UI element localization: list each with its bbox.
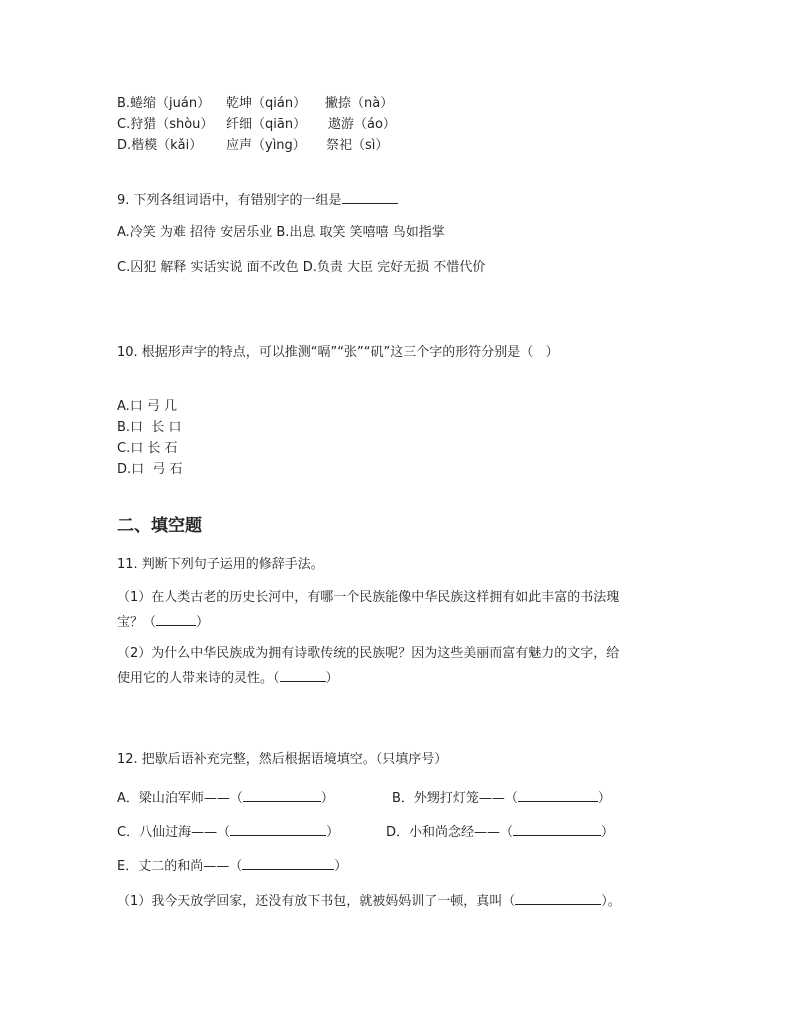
q10-option-a: A.口 弓 几 <box>117 399 178 414</box>
q8-option-b-item1: B.蜷缩（juán） <box>117 96 211 111</box>
q12-item-a: A．梁山泊军师——（ ） <box>117 788 334 807</box>
q11-sentence2-line1: （2）为什么中华民族成为拥有诗歌传统的民族呢？因为这些美丽而富有魅力的文字，给 <box>117 646 620 661</box>
q12-item-c: C．八仙过海——（ ） <box>117 822 339 841</box>
q12-blank-a[interactable] <box>243 788 321 802</box>
q12-blank-e[interactable] <box>242 856 334 870</box>
q12-stem: 12. 把歇后语补充完整，然后根据语境填空。（只填序号） <box>117 752 448 767</box>
q8-option-d-item1: D.楷模（kǎi） <box>117 138 203 153</box>
q9-options-ab: A.冷笑 为难 招待 安居乐业 B.出息 取笑 笑嘻嘻 鸟如指掌 <box>117 225 445 240</box>
q8-option-b-item2: 乾坤（qián） <box>226 96 307 111</box>
q9-answer-blank[interactable] <box>342 190 398 204</box>
q12-blank-b[interactable] <box>518 788 598 802</box>
q8-option-c-item1: C.狩猎（shòu） <box>117 117 214 132</box>
q8-option-b-item3: 撇捺（nà） <box>325 96 394 111</box>
q12-blank-c[interactable] <box>230 822 326 836</box>
q12-blank-d[interactable] <box>513 822 601 836</box>
q12-item-e: E．丈二的和尚——（ ） <box>117 856 347 875</box>
q11-answer-blank-2[interactable] <box>280 668 326 682</box>
q12-sentence1-blank[interactable] <box>515 891 601 905</box>
q10-stem: 10. 根据形声字的特点，可以推测“嗝”“张”“矶”这三个字的形符分别是（ ） <box>117 345 559 360</box>
q12-item-d: D．小和尚念经——（ ） <box>386 822 614 841</box>
q11-sentence2-line2: 使用它的人带来诗的灵性。（ ） <box>117 668 339 687</box>
q8-option-d-item2: 应声（yìng） <box>226 138 306 153</box>
q11-sentence1-line1: （1）在人类古老的历史长河中，有哪一个民族能像中华民族这样拥有如此丰富的书法瑰 <box>117 590 620 605</box>
q8-option-c-item3: 遨游（áo） <box>328 117 396 132</box>
q10-option-b: B.口 长 口 <box>117 420 182 435</box>
q8-option-c-item2: 纤细（qiān） <box>226 117 307 132</box>
q11-sentence1-line2: 宝？（ ） <box>117 612 209 631</box>
q11-stem: 11. 判断下列句子运用的修辞手法。 <box>117 557 324 572</box>
q9-options-cd: C.囚犯 解释 实话实说 面不改色 D.负责 大臣 完好无损 不惜代价 <box>117 260 486 275</box>
q11-answer-blank-1[interactable] <box>156 612 196 626</box>
q12-sentence1: （1）我今天放学回家，还没有放下书包，就被妈妈训了一顿，真叫（ ）。 <box>117 891 621 910</box>
section-heading-fill-in: 二、填空题 <box>117 516 202 536</box>
q10-option-c: C.口 长 石 <box>117 441 178 456</box>
q8-option-d-item3: 祭祀（sì） <box>326 138 389 153</box>
q10-option-d: D.口 弓 石 <box>117 462 183 477</box>
q9-stem: 9. 下列各组词语中，有错别字的一组是 <box>117 190 398 209</box>
q12-item-b: B．外甥打灯笼——（ ） <box>392 788 611 807</box>
